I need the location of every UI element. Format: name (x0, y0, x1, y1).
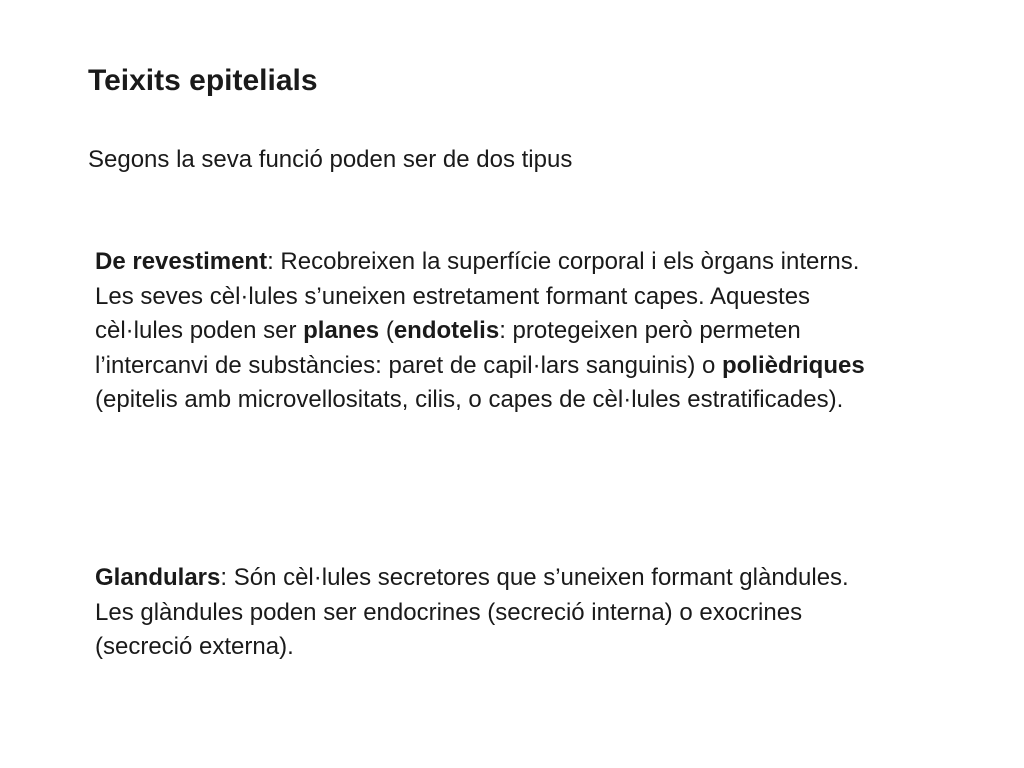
glandulars-term: Glandulars (95, 564, 221, 591)
revestiment-term: De revestiment (95, 248, 268, 275)
revestiment-paragraph (95, 245, 875, 418)
revestiment-text-2: ( (379, 317, 394, 344)
revestiment-text-3: : protegeixen però permeten l’intercanvi de substàncies: paret de capil·lars sanguinis) o (95, 317, 801, 379)
endotelis-term: endotelis (393, 317, 500, 344)
slide-title: Teixits epitelials (88, 64, 318, 97)
slide-subtitle: Segons la seva funció poden ser de dos tipus (88, 146, 573, 173)
revestiment-text-4: (epitelis amb microvellositats, cilis, o capes de cèl·lules estratificades). (95, 386, 844, 413)
poliedriques-term: polièdriques (722, 351, 865, 379)
planes-term: planes (303, 317, 380, 344)
glandulars-paragraph (95, 561, 875, 665)
glandulars-text: : Són cèl·lules secretores que s’uneixen formant glàndules. Les glàndules poden ser endocrines (secreció interna) o exocrines (secreció externa). (95, 564, 849, 660)
revestiment-text-1: : Recobreixen la superfície corporal i els òrgans interns. Les seves cèl·lules s’uneixen estretament formant capes. Aquestes cèl·lules poden ser (95, 248, 860, 344)
